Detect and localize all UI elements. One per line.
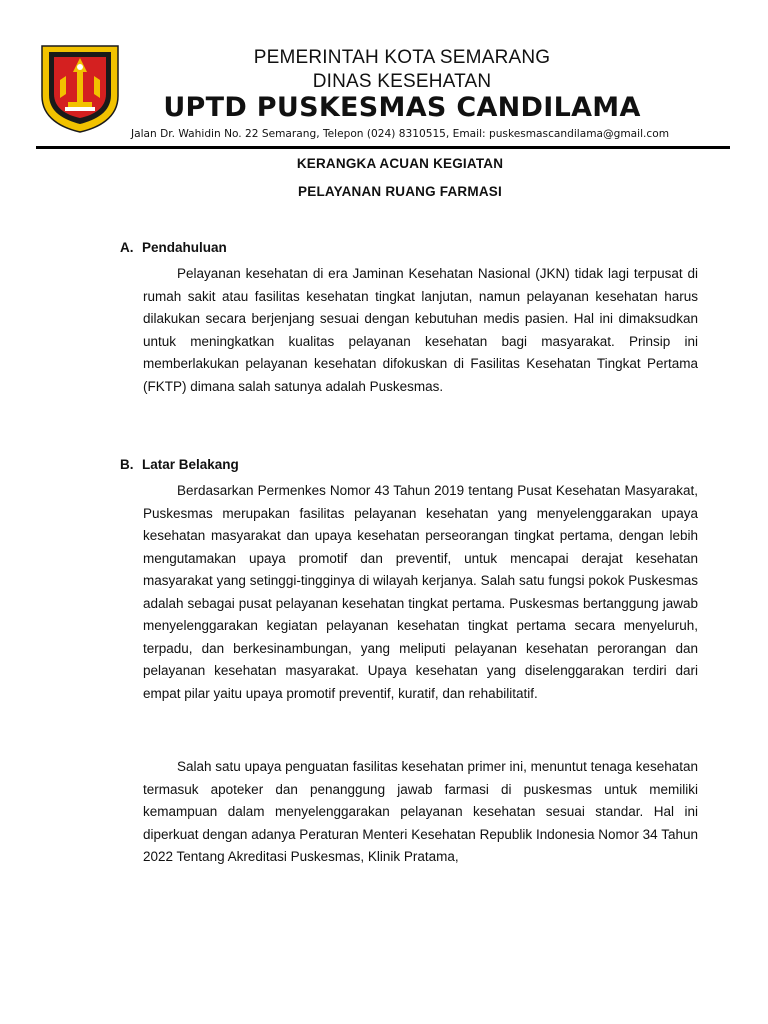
letterhead-department: DINAS KESEHATAN <box>312 71 492 92</box>
letterhead-title: UPTD PUSKESMAS CANDILAMA <box>163 92 641 123</box>
section-heading-a <box>120 240 227 255</box>
paragraph: Salah satu upaya penguatan fasilitas kesehatan primer ini, menuntut tenaga kesehatan termasuk apoteker dan penanggung jawab farmasi di puskesmas untuk memiliki kemampuan dalam menyelenggarakan pelayanan kesehatan sesuai standar. Hal ini diperkuat dengan adanya Peraturan Menteri Kesehatan Republik Indonesia Nomor 34 Tahun 2022 Tentang Akreditasi Puskesmas, Klinik Pratama, <box>143 759 698 864</box>
paragraph: Pelayanan kesehatan di era Jaminan Kesehatan Nasional (JKN) tidak lagi terpusat di rumah sakit atau fasilitas kesehatan tingkat lanjutan, namun pelayanan kesehatan harus dilakukan secara berjenjang sesuai dengan kebutuhan medis pasien. Hal ini dimaksudkan untuk meningkatkan kualitas pelayanan kesehatan bagi masyarakat. Prinsip ini memberlakukan pelayanan kesehatan difokuskan di Fasilitas Kesehatan Tingkat Pertama (FKTP) dimana salah satunya adalah Puskesmas. <box>143 266 698 394</box>
document-subtitle: PELAYANAN RUANG FARMASI <box>298 184 502 199</box>
letterhead-address: Jalan Dr. Wahidin No. 22 Semarang, Telepon (024) 8310515, Email: puskesmascandilama@gmail.com <box>130 128 670 140</box>
section-heading-b <box>120 457 239 472</box>
semarang-city-emblem-icon <box>38 44 122 134</box>
letterhead-divider <box>36 146 730 149</box>
section-title: Pendahuluan <box>142 240 227 255</box>
paragraph: Berdasarkan Permenkes Nomor 43 Tahun 2019 tentang Pusat Kesehatan Masyarakat, Puskesmas merupakan fasilitas pelayanan kesehatan yang menyelenggarakan upaya kesehatan masyarakat dan upaya kesehatan perseorangan tingkat pertama, dengan lebih mengutamakan upaya promotif dan preventif, untuk mencapai derajat kesehatan masyarakat yang setinggi-tingginya di wilayah kerjanya. Salah satu fungsi pokok Puskesmas adalah sebagai pusat pelayanan kesehatan tingkat pertama. Puskesmas bertanggung jawab menyelenggarakan kegiatan pelayanan kesehatan tingkat pertama secara menyeluruh, terpadu, dan berkesinambungan, yang meliputi pelayanan kesehatan perorangan dan pelayanan kesehatan masyarakat. Upaya kesehatan yang diselenggarakan terdiri dari empat pilar yaitu upaya promotif preventif, kuratif, dan rehabilitatif. <box>143 483 698 701</box>
section-letter: A. <box>120 240 134 255</box>
letterhead-government: PEMERINTAH KOTA SEMARANG <box>253 47 551 68</box>
document-title: KERANGKA ACUAN KEGIATAN <box>296 156 504 171</box>
section-title: Latar Belakang <box>142 457 239 472</box>
section-letter: B. <box>120 457 134 472</box>
